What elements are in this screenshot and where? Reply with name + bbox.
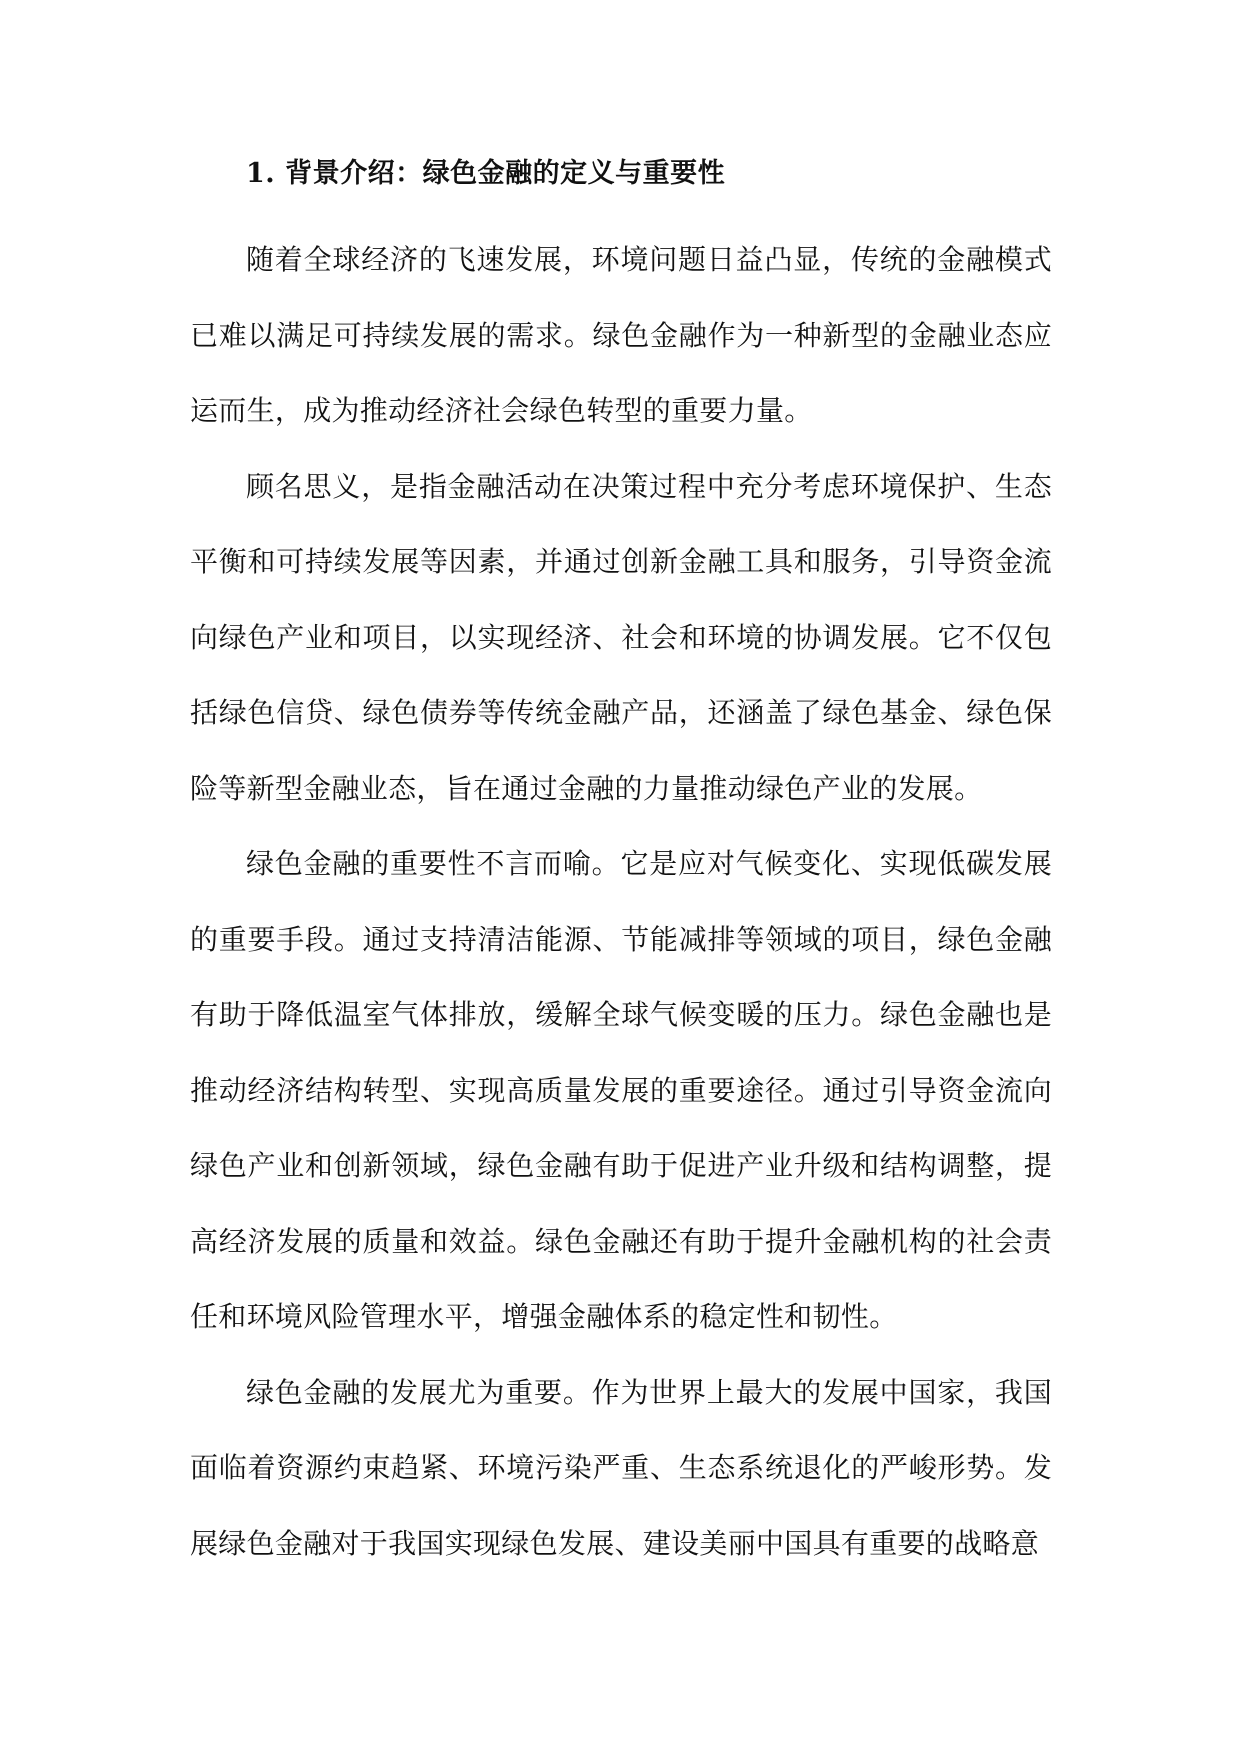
paragraph-background: 随着全球经济的飞速发展，环境问题日益凸显，传统的金融模式已难以满足可持续发展的需求。绿色金融作为一种新型的金融业态应运而生，成为推动经济社会绿色转型的重要力量。 (190, 243, 1052, 427)
paragraph-definition: 顾名思义，是指金融活动在决策过程中充分考虑环境保护、生态平衡和可持续发展等因素，并通过创新金融工具和服务，引导资金流向绿色产业和项目，以实现经济、社会和环境的协调发展。它不仅包括绿色信贷、绿色债券等传统金融产品，还涵盖了绿色基金、绿色保险等新型金融业态，旨在通过金融的力量推动绿色产业的发展。 (190, 469, 1052, 805)
section-heading: 1. 背景介绍：绿色金融的定义与重要性 (246, 158, 726, 189)
document-page (190, 150, 1052, 1581)
paragraph-china-development: 绿色金融的发展尤为重要。作为世界上最大的发展中国家，我国面临着资源约束趋紧、环境污染严重、生态系统退化的严峻形势。发展绿色金融对于我国实现绿色发展、建设美丽中国具有重要的战略意 (190, 1375, 1052, 1560)
paragraph-importance: 绿色金融的重要性不言而喻。它是应对气候变化、实现低碳发展的重要手段。通过支持清洁能源、节能减排等领域的项目，绿色金融有助于降低温室气体排放，缓解全球气候变暖的压力。绿色金融也是推动经济结构转型、实现高质量发展的重要途径。通过引导资金流向绿色产业和创新领域，绿色金融有助于促进产业升级和结构调整，提高经济发展的质量和效益。绿色金融还有助于提升金融机构的社会责任和环境风险管理水平，增强金融体系的稳定性和韧性。 (190, 847, 1052, 1333)
